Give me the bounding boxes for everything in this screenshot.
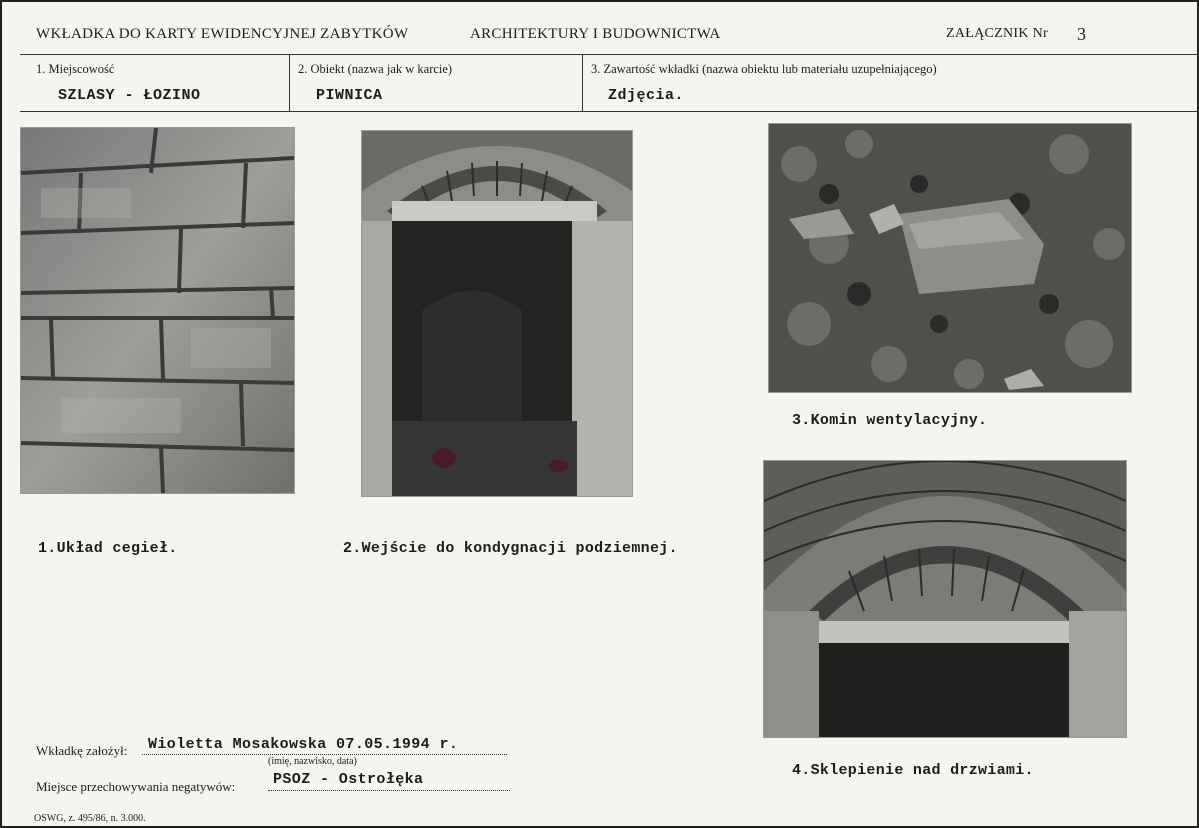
fields-divider xyxy=(20,111,1199,112)
header-divider xyxy=(20,54,1199,55)
field-label-contents: 3. Zawartość wkładki (nazwa obiektu lub materiału uzupełniającego) xyxy=(591,62,937,76)
field-value-contents: Zdjęcia. xyxy=(608,87,685,104)
caption-photo-4: 4.Sklepienie nad drzwiami. xyxy=(792,762,1034,779)
annex-number: 3 xyxy=(1077,24,1087,44)
storage-label: Miejsce przechowywania negatywów: xyxy=(36,779,236,794)
field-value-locality: SZLASY - ŁOZINO xyxy=(58,87,201,104)
author-label: Wkładkę założył: xyxy=(36,743,128,758)
form-title: WKŁADKA DO KARTY EWIDENCYJNEJ ZABYTKÓW xyxy=(36,26,409,42)
field-separator xyxy=(289,54,290,111)
caption-photo-1: 1.Układ cegieł. xyxy=(38,540,178,557)
field-label-locality: 1. Miejscowość xyxy=(36,62,115,76)
author-value: Wioletta Mosakowska 07.05.1994 r. xyxy=(148,736,459,753)
caption-photo-2: 2.Wejście do kondygnacji podziemnej. xyxy=(343,540,678,557)
photo-entrance xyxy=(361,130,633,497)
caption-photo-3: 3.Komin wentylacyjny. xyxy=(792,412,988,429)
photo-vault-over-door xyxy=(763,460,1127,738)
field-value-object: PIWNICA xyxy=(316,87,383,104)
field-label-object: 2. Obiekt (nazwa jak w karcie) xyxy=(298,62,453,76)
author-line xyxy=(142,754,507,755)
storage-value: PSOZ - Ostrołęka xyxy=(273,771,424,788)
print-note: OSWG, z. 495/86, n. 3.000. xyxy=(34,813,146,824)
photo-brick-bond xyxy=(20,127,295,494)
photo-ventilation-chimney xyxy=(768,123,1132,393)
author-hint: (imię, nazwisko, data) xyxy=(268,756,357,767)
annex-label: ZAŁĄCZNIK Nr xyxy=(946,26,1048,41)
storage-line xyxy=(268,790,510,791)
form-subtitle: ARCHITEKTURY I BUDOWNICTWA xyxy=(470,26,721,42)
field-separator xyxy=(582,54,583,111)
